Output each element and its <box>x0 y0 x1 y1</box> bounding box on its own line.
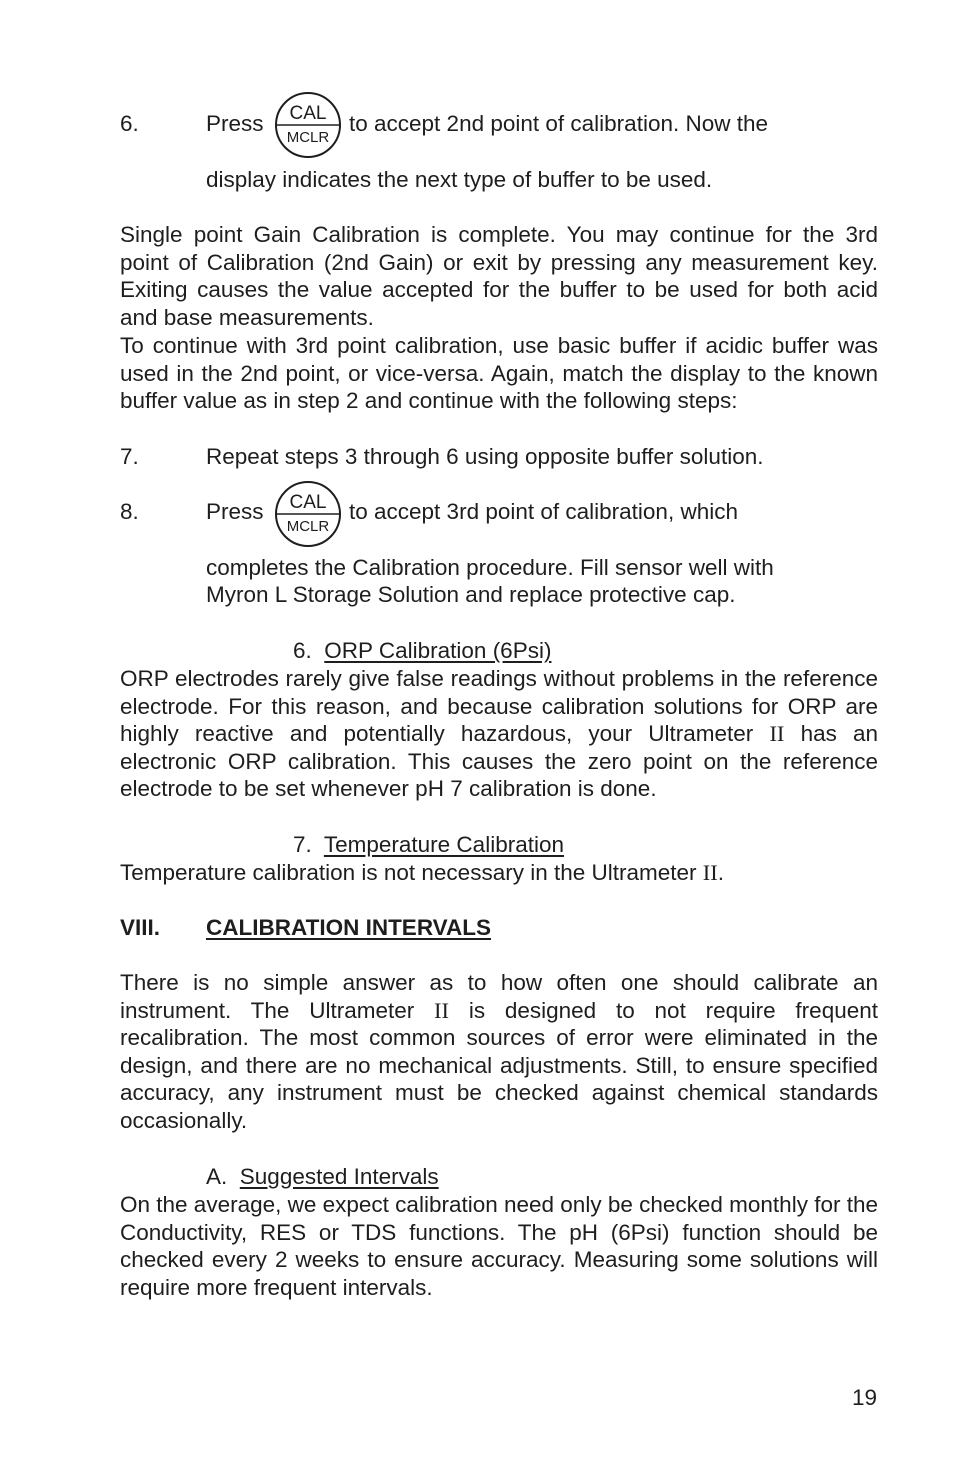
intervals-roman-numeral: II <box>434 997 450 1023</box>
temperature-roman-numeral: II <box>702 860 718 885</box>
step-6-text: to accept 2nd point of calibration. Now the <box>349 111 769 136</box>
step-8-text: to accept 3rd point of calibration, which <box>349 499 738 524</box>
temperature-heading <box>293 831 564 859</box>
step-6-number: 6. <box>120 111 139 136</box>
cal-mclr-key-icon <box>274 480 342 548</box>
temperature-heading-title: Temperature Calibration <box>323 832 564 857</box>
suggested-heading-title: Suggested Intervals <box>239 1164 439 1189</box>
section-viii-title: CALIBRATION INTERVALS <box>206 915 491 940</box>
step-8-press: Press <box>206 499 264 524</box>
temperature-text-2: . <box>717 860 725 885</box>
gain-paragraph-1: Single point Gain Calibration is complete. You may continue for the 3rd point of Calibration (2nd Gain) or exit by pressing any measurement key. Exiting causes the value accepted for the buffer to be used for both acid and base measurements. <box>120 222 878 330</box>
step-6-continuation: display indicates the next type of buffer to be used. <box>206 167 713 192</box>
orp-text-2: has an electronic ORP calibration. This causes the zero point on the reference electrode to be set whenever pH 7 calibration is done. <box>120 721 878 802</box>
step-7-number: 7. <box>120 444 139 469</box>
cal-key-top-label: CAL <box>289 492 327 513</box>
orp-heading-number: 6. <box>293 638 312 663</box>
intervals-text-1: There is no simple answer as to how often one should calibrate an instrument. The Ultrameter <box>120 970 878 1023</box>
cal-key-bottom-label: MCLR <box>286 129 330 146</box>
intervals-text-2: is designed to not require frequent recalibration. The most common sources of error were eliminated in the design, and there are no mechanical adjustments. Still, to ensure specified accuracy, any instrument must be checked against chemical standards occasionally. <box>120 997 878 1133</box>
step-8-line-3: Myron L Storage Solution and replace protective cap. <box>206 582 736 607</box>
step-6-press: Press <box>206 111 264 136</box>
temperature-text-1: Temperature calibration is not necessary in the Ultrameter <box>120 860 703 885</box>
page-number: 19 <box>851 1385 877 1410</box>
orp-roman-numeral: II <box>769 721 785 747</box>
gain-paragraph-2: To continue with 3rd point calibration, use basic buffer if acidic buffer was used in the 2nd point, or vice-versa. Again, match the display to the known buffer value as in step 2 and continue with the following steps: <box>120 333 878 414</box>
orp-heading <box>293 637 551 665</box>
orp-text-1: ORP electrodes rarely give false readings without problems in the reference electrode. For this reason, and because calibration solutions for ORP are highly reactive and potentially hazardous, your Ultrameter <box>120 666 878 747</box>
step-7-text: Repeat steps 3 through 6 using opposite buffer solution. <box>206 444 764 469</box>
orp-paragraph <box>120 665 878 803</box>
orp-heading-title: ORP Calibration (6Psi) <box>324 638 552 663</box>
temperature-paragraph <box>120 859 724 887</box>
step-8-line-2: completes the Calibration procedure. Fill sensor well with <box>206 555 774 580</box>
section-viii-number: VIII. <box>120 915 161 940</box>
step-8-number: 8. <box>120 499 139 524</box>
temperature-heading-number: 7. <box>293 832 312 857</box>
suggested-paragraph: On the average, we expect calibration need only be checked monthly for the Conductivity, RES or TDS functions. The pH (6Psi) function should be checked every 2 weeks to ensure accuracy. Measuring some solutions will require more frequent intervals. <box>120 1192 878 1300</box>
intervals-paragraph <box>120 969 878 1135</box>
suggested-heading <box>206 1163 439 1191</box>
cal-mclr-key-icon <box>274 91 342 159</box>
cal-key-top-label: CAL <box>289 103 327 124</box>
suggested-heading-letter: A. <box>206 1164 228 1189</box>
cal-key-bottom-label: MCLR <box>286 518 330 535</box>
